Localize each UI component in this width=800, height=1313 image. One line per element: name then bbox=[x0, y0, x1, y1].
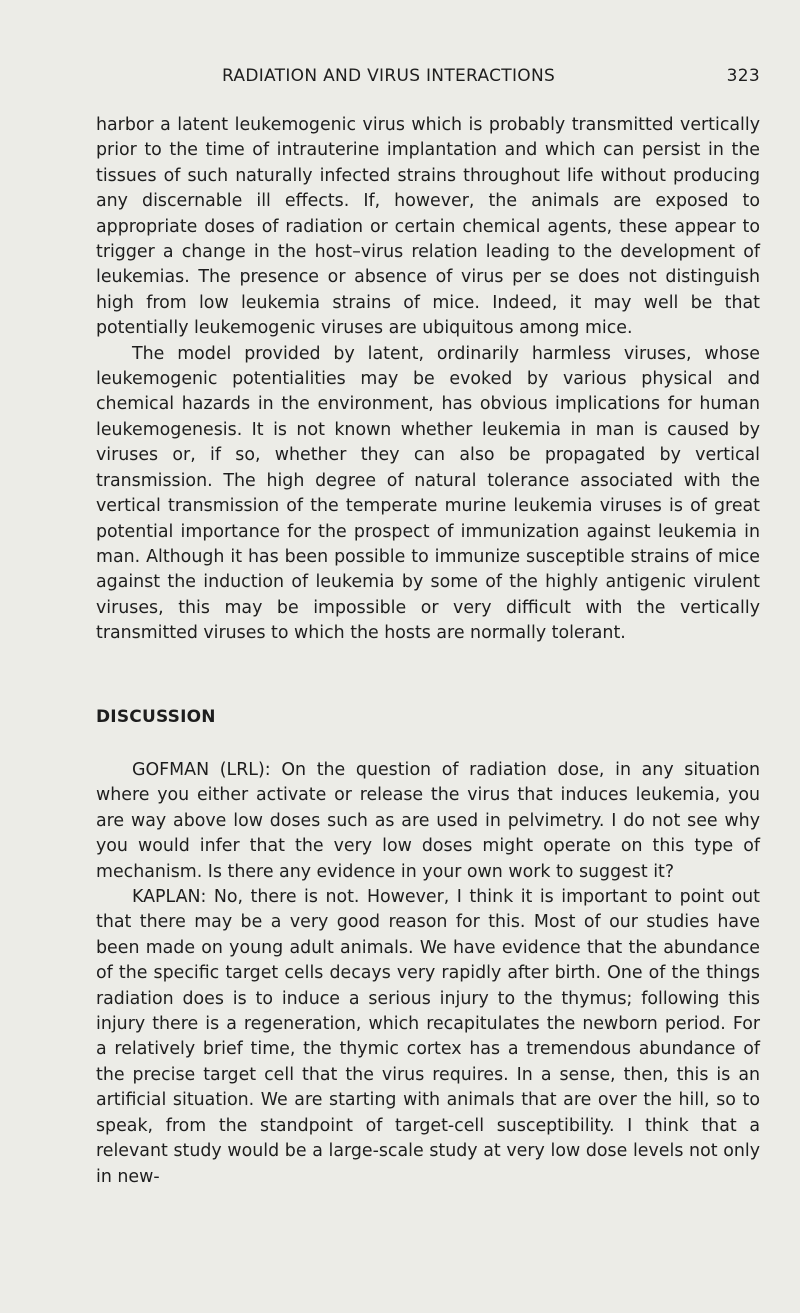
page-number: 323 bbox=[726, 66, 760, 86]
discussion-text bbox=[96, 758, 760, 1190]
paragraph-latent-virus: harbor a latent leukemogenic virus which is probably transmitted vertically prior to the time of intrauterine implantation and which can persist in the tissues of such naturally infected strains throughout life without producing any discernable ill effects. If, however, the animals are exposed to appropriate doses of radiation or certain chemical agents, these appear to trigger a change in the host–virus relation leading to the development of leukemias. The presence or absence of virus per se does not distinguish high from low leukemia strains of mice. Indeed, it may well be that potentially leukemogenic viruses are ubiquitous among mice. bbox=[96, 115, 760, 339]
running-head bbox=[96, 66, 760, 90]
discussion-kaplan: KAPLAN: No, there is not. However, I think it is important to point out that there may be a very good reason for this. Most of our studies have been made on young adult animals. We have evidence that the abundance of the specific target cells decays very rapidly after birth. One of the things radiation does is to induce a serious injury to the thymus; following this injury there is a regeneration, which recapitulates the newborn period. For a relatively brief time, the thymic cortex has a tremendous abundance of the precise target cell that the virus requires. In a sense, then, this is an artificial situation. We are starting with animals that are over the hill, so to speak, from the standpoint of target-cell susceptibility. I think that a relevant study would be a large-scale study at very low dose levels not only in new- bbox=[96, 887, 760, 1187]
discussion-heading: DISCUSSION bbox=[96, 707, 216, 727]
paragraph-human-leukemogenesis: The model provided by latent, ordinarily harmless viruses, whose leukemogenic potentialities may be evoked by various physical and chemical hazards in the environment, has obvious implications for human leukemogenesis. It is not known whether leukemia in man is caused by viruses or, if so, whether they can also be propagated by vertical transmission. The high degree of natural tolerance associated with the vertical transmission of the temperate murine leukemia viruses is of great potential importance for the prospect of immunization against leukemia in man. Although it has been possible to immunize susceptible strains of mice against the induction of leukemia by some of the highly antigenic virulent viruses, this may be impossible or very difficult with the vertically transmitted viruses to which the hosts are normally tolerant. bbox=[96, 343, 760, 644]
discussion-gofman: GOFMAN (LRL): On the question of radiation dose, in any situation where you either activate or release the virus that induces leukemia, you are way above low doses such as are used in pelvimetry. I do not see why you would infer that the very low doses might operate on this type of mechanism. Is there any evidence in your own work to suggest it? bbox=[96, 760, 760, 882]
running-title: RADIATION AND VIRUS INTERACTIONS bbox=[222, 66, 556, 86]
body-text bbox=[96, 113, 760, 647]
